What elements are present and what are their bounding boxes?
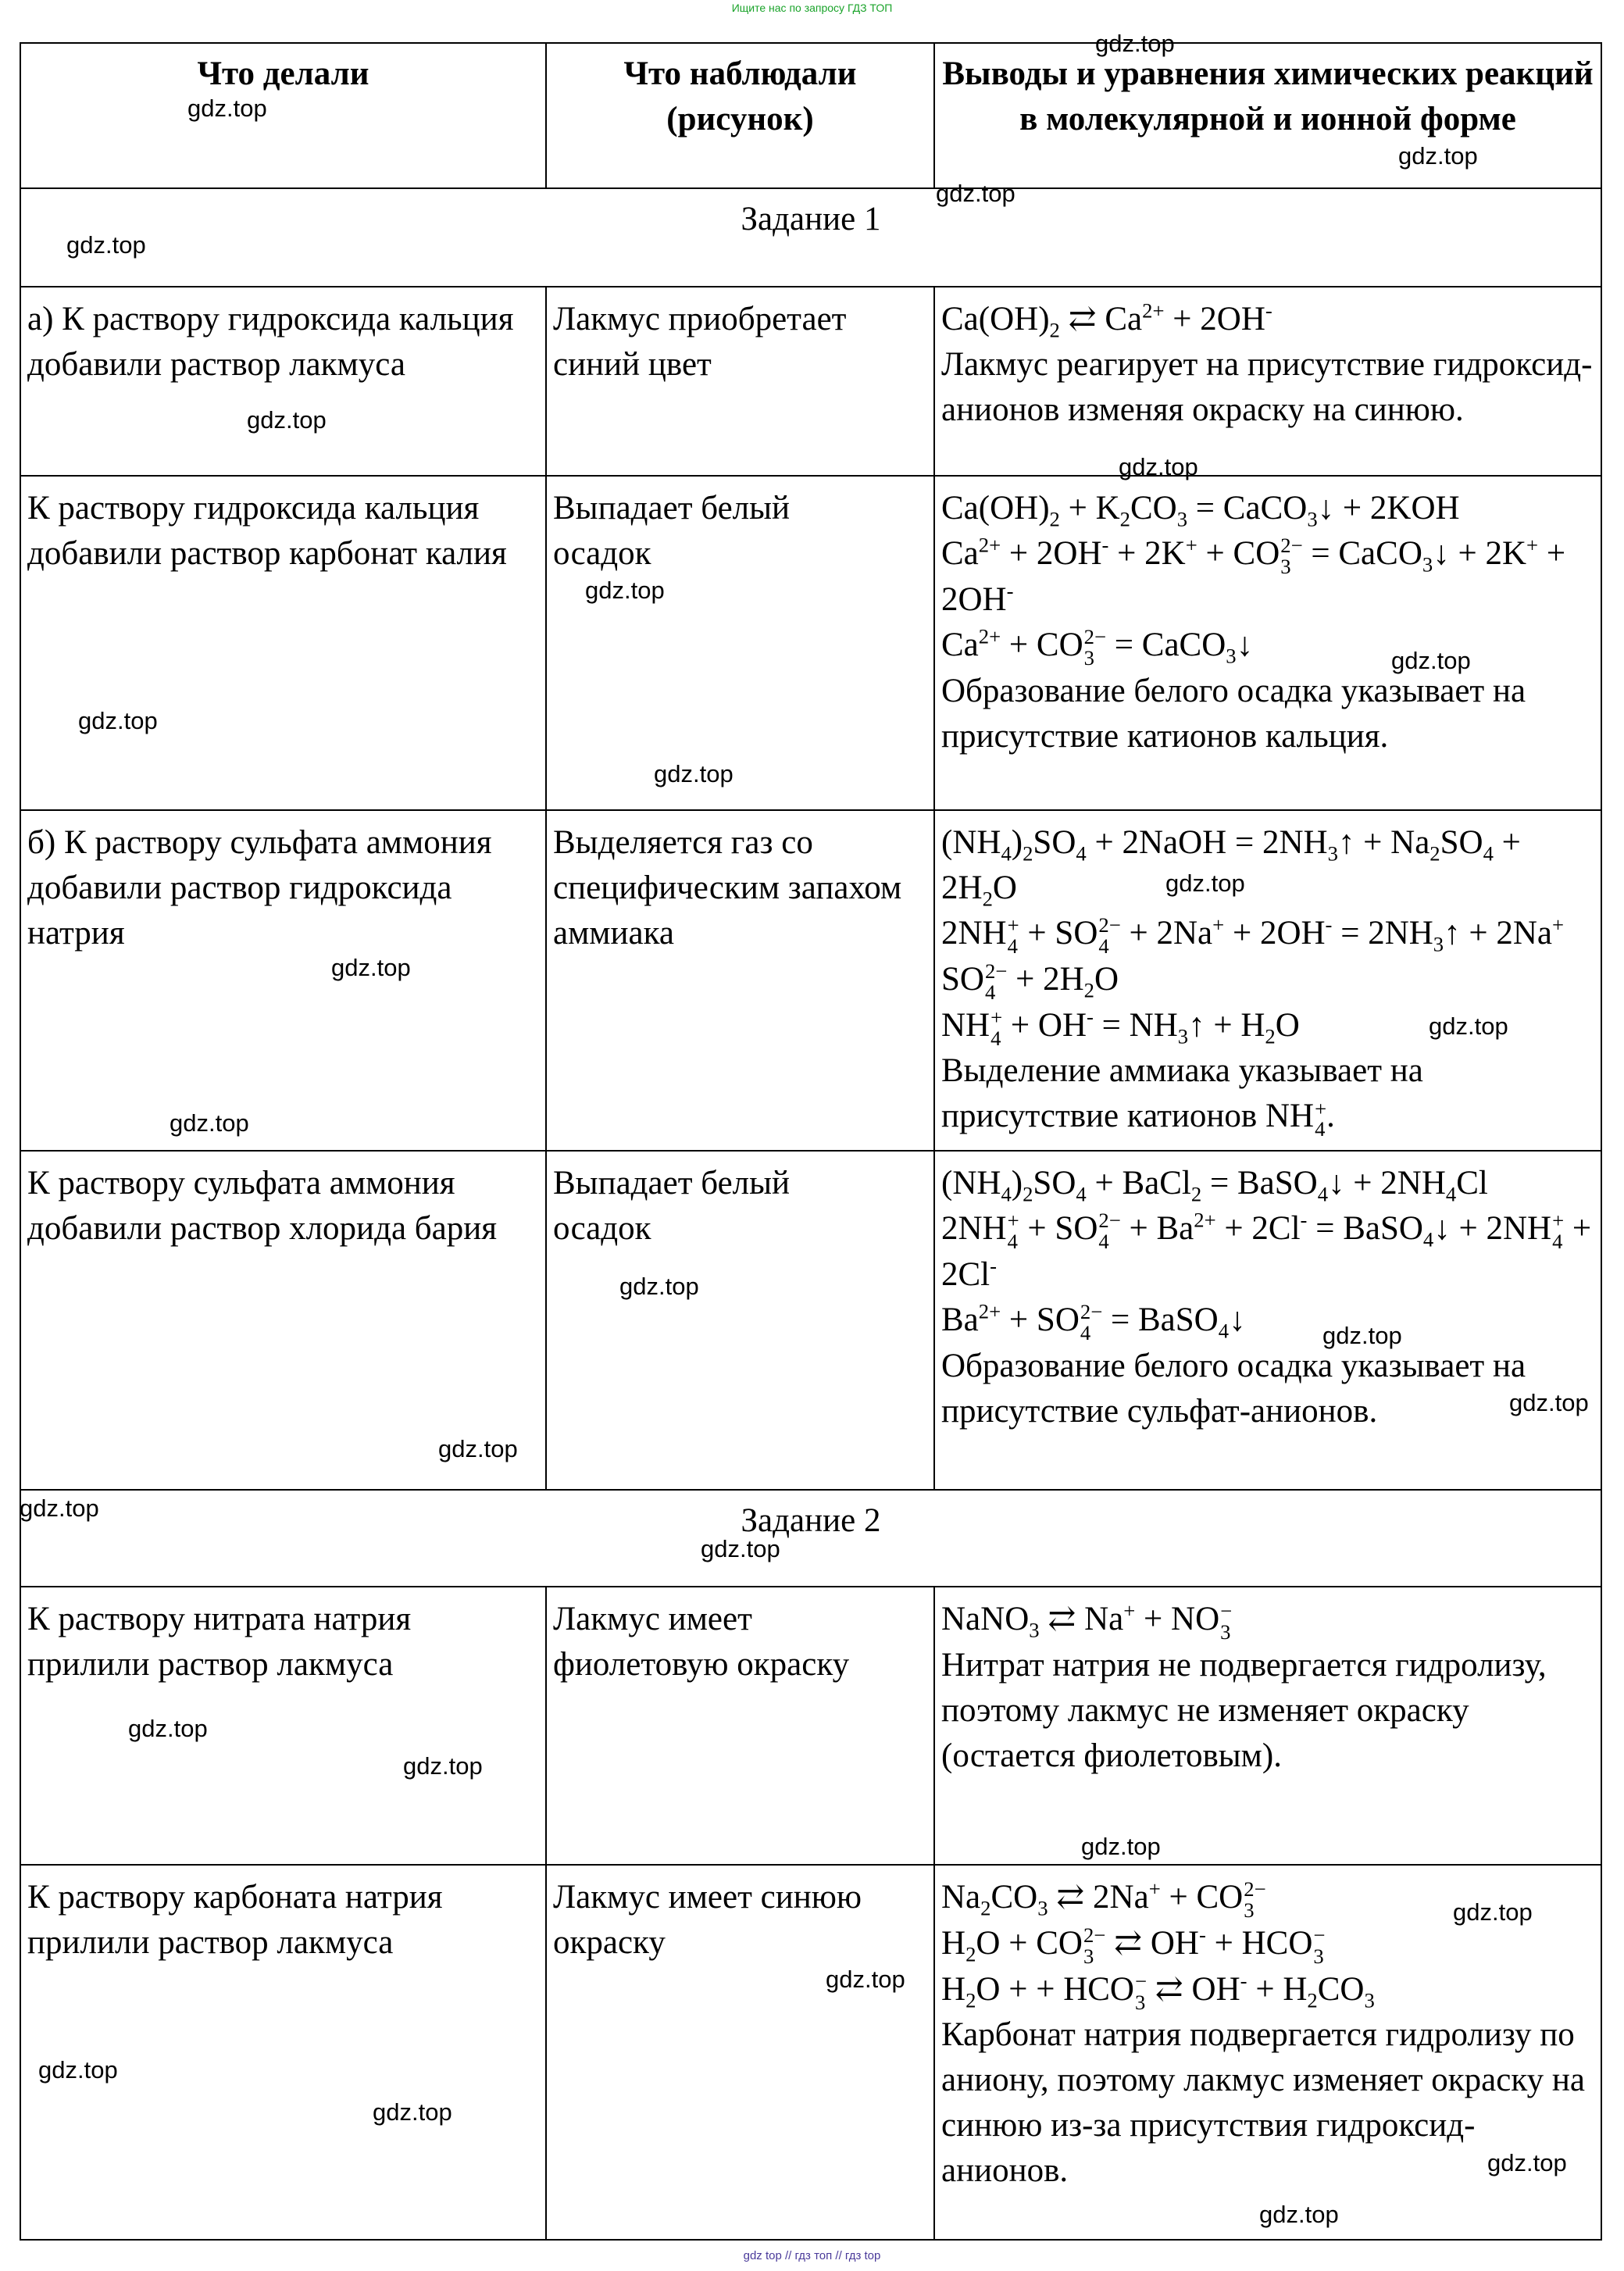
task1-r3-saw: Выделяется газ со специфическим запахом аммиака — [546, 810, 934, 1151]
equation: $(NH_4)_2SO_4$ + 2NaOH = $2NH_3↑ + Na_2SO_4 + 2H_2O$ — [941, 824, 1521, 911]
watermark: gdz.top — [1165, 869, 1245, 897]
watermark: gdz.top — [1509, 1389, 1589, 1416]
watermark: gdz.top — [701, 1535, 780, 1562]
watermark: gdz.top — [619, 1273, 699, 1300]
watermark: gdz.top — [38, 2056, 118, 2084]
top-banner: Ищите нас по запросу ГДЗ ТОП — [731, 2, 893, 14]
watermark: gdz.top — [247, 406, 327, 434]
task2-title: Задание 2 — [20, 1490, 1601, 1587]
task1-r2-did: К раствору гидроксида кальция добавили раствор карбонат калия — [20, 476, 546, 810]
conclusion-text: Карбонат натрия подвергается гидролизу по аниону, поэтому лакмус изменяет окраску на синюю из-за присутствия гидроксид-анионов. — [941, 2016, 1585, 2190]
watermark: gdz.top — [170, 1109, 249, 1137]
conclusion-text: Выделение аммиака указывает на присутствие катионов NH + 4 . — [941, 1052, 1423, 1141]
header-observed: Что наблюдали (рисунок) — [546, 43, 934, 188]
conclusion-text: Образование белого осадка указывает на присутствие катионов кальция. — [941, 672, 1526, 755]
equation: 2NH + 4 + SO 2− 4 + $2Na^+ + 2OH^- = 2NH_3↑ + 2Na^+$ SO 2− 4 + $2H_2O$ — [941, 912, 1565, 1004]
watermark: gdz.top — [654, 760, 733, 787]
watermark: gdz.top — [128, 1715, 208, 1742]
watermark: gdz.top — [438, 1435, 518, 1462]
watermark: gdz.top — [1081, 1833, 1161, 1860]
table-row — [20, 287, 1601, 476]
table-row — [20, 810, 1601, 1151]
watermark: gdz.top — [1322, 1322, 1402, 1349]
watermark: gdz.top — [1391, 647, 1471, 674]
watermark: gdz.top — [403, 1752, 483, 1780]
conclusion-text: Образование белого осадка указывает на присутствие сульфат-анионов. — [941, 1347, 1526, 1430]
watermark: gdz.top — [585, 577, 665, 604]
task2-r2-saw: Лакмус имеет синюю окраску — [546, 1865, 934, 2240]
watermark: gdz.top — [187, 95, 267, 122]
equation: 2NH + 4 + SO 2− 4 + $Ba^{2+} + 2Cl^-$ = BaSO$_4$↓ + 2NH + 4 + 2Cl- — [941, 1208, 1592, 1293]
watermark: gdz.top — [1487, 2149, 1567, 2176]
task2-r1-saw: Лакмус имеет фиолетовую окраску — [546, 1587, 934, 1865]
table-row — [20, 1865, 1601, 2240]
watermark: gdz.top — [1429, 1012, 1508, 1040]
watermark: gdz.top — [373, 2098, 452, 2126]
equation: $Na_2CO_3$ ⇄ 2Na+ + CO 2− 3 — [941, 1876, 1266, 1923]
conclusion-text: Нитрат натрия не подвергается гидролизу, поэтому лакмус не изменяет окраску (остается фиолетовым). — [941, 1646, 1547, 1774]
watermark: gdz.top — [826, 1966, 905, 1993]
equation: $Ba^{2+}$ + SO 2− 4 = BaSO$_4$↓ — [941, 1299, 1246, 1344]
equation: NaNO$_3$ ⇄ Na+ + NO − 3 — [941, 1598, 1233, 1644]
task1-r2-conclusion — [934, 476, 1601, 810]
section-task1 — [20, 188, 1601, 287]
task1-title: Задание 1 — [20, 188, 1601, 287]
watermark: gdz.top — [1398, 142, 1478, 170]
watermark: gdz.top — [1259, 2201, 1339, 2228]
bottom-banner: gdz top // гдз топ // гдз top — [743, 2249, 881, 2262]
task1-r1-saw: Лакмус приобретает синий цвет — [546, 287, 934, 476]
equation: $Ca^{2+}$ + CO 2− 3 = CaCO$_3$↓ — [941, 624, 1254, 670]
task1-r1-did: а) К раствору гидроксида кальция добавили раствор лакмуса — [20, 287, 546, 476]
watermark: gdz.top — [1095, 30, 1175, 57]
watermark: gdz.top — [78, 707, 158, 734]
watermark: gdz.top — [331, 954, 411, 981]
equation: NH + 4 + $OH^- = NH_3↑ + H_2O$ — [941, 1005, 1300, 1050]
watermark: gdz.top — [936, 180, 1015, 207]
watermark: gdz.top — [66, 231, 146, 259]
equation: $Ca^{2+} + 2OH^- + 2K^+$ + CO 2− 3 = CaCO$_3$↓ + 2K+ + 2OH- — [941, 533, 1566, 618]
conclusion-label: Выделение аммиака указывает на присутствие катионов — [941, 1052, 1423, 1135]
equation: $Ca(OH)_2$ ⇄ $Ca^{2+} + 2OH^-$ — [941, 298, 1272, 342]
task2-r2-did: К раствору карбоната натрия прилили раствор лакмуса — [20, 1865, 546, 2240]
task2-r1-did: К раствору нитрата натрия прилили раствор лакмуса — [20, 1587, 546, 1865]
task1-r1-conclusion — [934, 287, 1601, 476]
task1-r3-did: б) К раствору сульфата аммония добавили раствор гидроксида натрия — [20, 810, 546, 1151]
task2-r1-conclusion — [934, 1587, 1601, 1865]
task1-r3-conclusion — [934, 810, 1601, 1151]
conclusion-text: Лакмус реагирует на присутствие гидроксид-анионов изменяя окраску на синюю. — [941, 346, 1593, 428]
equation: $Ca(OH)_2 + K_2CO_3$ = CaCO$_3$↓ + 2KOH — [941, 490, 1460, 531]
watermark: gdz.top — [1453, 1898, 1533, 1926]
equation: $(NH_4)_2SO_4$ + BaCl$_2$ = BaSO$_4$↓ + $2NH_4Cl$ — [941, 1165, 1488, 1206]
watermark: gdz.top — [1119, 453, 1198, 480]
table-row — [20, 1151, 1601, 1490]
watermark: gdz.top — [20, 1494, 99, 1522]
task1-r4-conclusion — [934, 1151, 1601, 1490]
task1-r4-did: К раствору сульфата аммония добавили раствор хлорида бария — [20, 1151, 546, 1490]
equation: $H_2O$ + CO 2− 3 ⇄ OH- + HCO − 3 — [941, 1923, 1326, 1968]
table-row — [20, 476, 1601, 810]
header-conclusions: Выводы и уравнения химических реакций в молекулярной и ионной форме — [934, 43, 1601, 188]
lab-results-table — [20, 42, 1602, 2241]
table-row — [20, 1587, 1601, 1865]
task1-r4-saw: Выпадает белый осадок — [546, 1151, 934, 1490]
equation: $H_2O$ + + HCO − 3 ⇄ $OH^- + H_2CO_3$ — [941, 1969, 1375, 2014]
task1-r2-saw: Выпадает белый осадок — [546, 476, 934, 810]
section-task2 — [20, 1490, 1601, 1587]
header-what-done: Что делали — [20, 43, 546, 188]
